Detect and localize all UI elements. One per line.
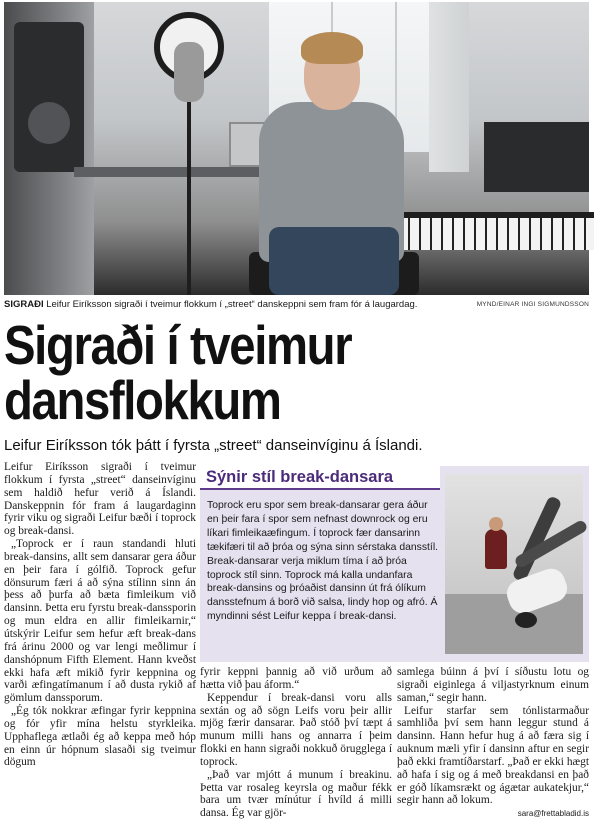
curtain	[429, 2, 469, 172]
mic-stand	[187, 102, 191, 295]
paragraph: fyrir keppni þannig að við urðum að hætta við þau áform.“	[200, 666, 392, 691]
caption-kicker: SIGRAÐI	[4, 299, 44, 310]
dancer-cap	[515, 612, 537, 628]
paragraph: samlega búinn á því í síðustu lotu og sigraði eiginlega á viljastyrknum einum saman,“ segir hann.	[397, 666, 589, 704]
author-signature: sara@frettabladid.is	[517, 809, 589, 819]
sidebar-title: Sýnir stíl break-dansara	[206, 468, 394, 486]
sidebar-header	[200, 466, 440, 490]
sidebar-text: Toprock eru spor sem break-dansarar gera áður en þeir fara í spor sem nefnast downrock og eru líkari fimleikaæfingum. Í toprock fær dansarinn tækifæri til að þróa og sýna sinn sérstaka dansstíl. Break-dansarar verja miklum tíma í að þróa toprock stíl sinn. Toprock má kalla undanfara break-dansins og þróaðist dansinn út frá ólíkum dansstefnum á borð við salsa, lindy hop og afró. Á myndinni sést Leifur keppa í break-dansi.	[207, 500, 439, 623]
article-column-3	[397, 666, 589, 819]
paragraph: „Ég tók nokkrar æfingar fyrir keppnina og fór yfir mína helstu styrkleika. Upphaflega ætlaði ég að keppa með hóp en einn úr hópnum slasaði sig tveimur dögum	[4, 705, 196, 769]
piano-keyboard	[399, 212, 594, 250]
headline-line-2: dansflokkum	[4, 369, 281, 431]
paragraph: Leifur Eiríksson sigraði í tveimur flokkum í fyrsta „street“ danseinvíginu sem haldið hefur verið á Íslandi. Danskeppnin fór fram á laugardaginn fyrir viku og sigraði Leifur bæði í toprock og break-dansi.	[4, 461, 196, 538]
article-column-2	[200, 666, 392, 820]
sidebar-box	[200, 466, 589, 662]
caption-text: Leifur Eiríksson sigraði í tveimur flokkum í „street“ danskeppni sem fram fór á laugardag.	[46, 299, 418, 310]
person-hair	[301, 32, 363, 64]
paragraph: Leifur starfar sem tónlistarmaður samhliða því sem hann leggur stund á dansinn. Hann hefur hug á að færa sig í auknum mæli yfir í dansinn aftur en segir það ekki framtíðarstarf. „Það er ekki hægt að hafa í sig og á með breakdansi en það er góð líkamsrækt og ágætar aukatekjur,“ segir hann að lokum.	[397, 704, 589, 807]
deck-subheadline: Leifur Eiríksson tók þátt í fyrsta „street“ danseinvíginu á Íslandi.	[4, 437, 423, 454]
microphone	[174, 42, 204, 102]
sidebar-photo	[445, 474, 583, 654]
monitor	[484, 122, 589, 192]
headline-line-1: Sigraði í tveimur	[4, 314, 352, 376]
studio-speaker	[14, 22, 84, 172]
spectator	[485, 529, 507, 569]
headline	[4, 314, 589, 431]
photo-credit: MYND/EINAR INGI SIGMUNDSSON	[476, 301, 589, 308]
photo-caption	[4, 298, 589, 312]
paragraph: „Toprock er í raun standandi hluti break-dansins, allt sem dansarar gera áður en þeir fara í gólfið. Toprock gefur dönsurum færi á að sýna stílinn sinn án þess að þurfa að bæta fimleikum við dansinn. Þetta eru fyrstu break-danssporin og mun eldra en allir fimleikarnir,“ útskýrir Leifur sem hefur æft break-dans frá árinu 2000 og var lengi meðlimur í danshópnum Fifth Element. Hann kveðst ekki hafa æft mikið fyrir keppnina og varði æfingatímanum í að dusta rykið af gömlum danssporum.	[4, 538, 197, 705]
main-photo	[4, 2, 589, 295]
article-column-1	[4, 461, 196, 801]
paragraph: „Það var mjótt á munum í breakinu. Þetta var rosaleg keyrsla og maður fékk bara um tvær mínútur í hvíld á milli dansa. Ég var gjör-	[200, 768, 392, 820]
paragraph: Keppendur í break-dansi voru alls sextán og að sögn Leifs voru þeir allir mjög færir dansarar. Það stóð því tæpt á munum milli hans og annarra í þeim flokki en hann sigraði nokkuð örugglega í toprock.	[200, 691, 392, 768]
person-jeans	[269, 227, 399, 295]
